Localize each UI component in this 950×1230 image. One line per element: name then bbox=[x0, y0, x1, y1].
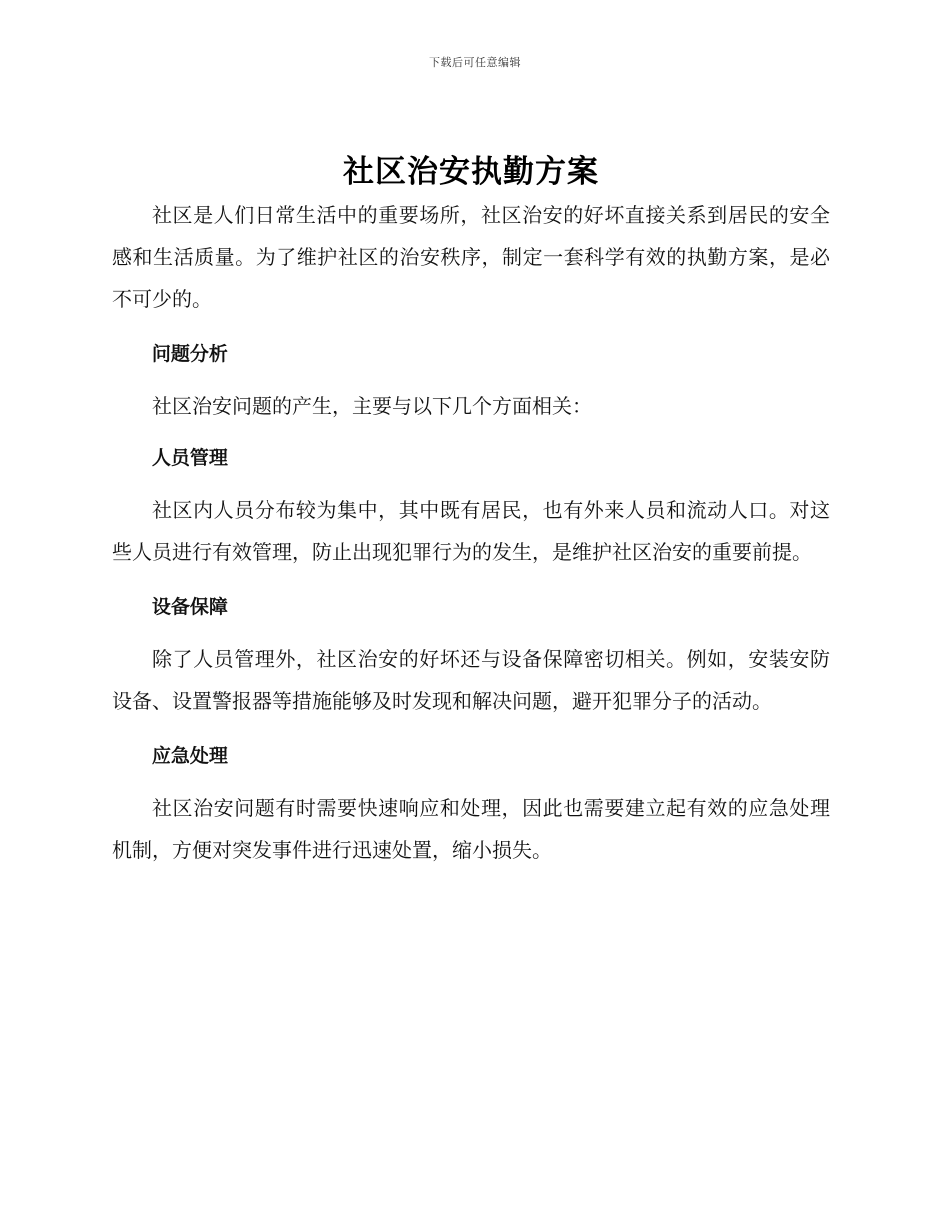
intro-paragraph: 社区是人们日常生活中的重要场所，社区治安的好坏直接关系到居民的安全感和生活质量。为了维护社区的治安秩序，制定一套科学有效的执勤方案，是必不可少的。 bbox=[112, 203, 830, 311]
section-heading-equipment-support: 设备保障 bbox=[151, 596, 228, 618]
section-body-personnel-management: 社区内人员分布较为集中，其中既有居民，也有外来人员和流动人口。对这些人员进行有效管理，防止出现犯罪行为的发生，是维护社区治安的重要前提。 bbox=[112, 498, 830, 564]
section-body-emergency-handling: 社区治安问题有时需要快速响应和处理，因此也需要建立起有效的应急处理机制，方便对突发事件进行迅速处置，缩小损失。 bbox=[112, 796, 830, 862]
document-body bbox=[112, 150, 830, 871]
section-heading-personnel-management: 人员管理 bbox=[151, 447, 228, 469]
section-heading-emergency-handling: 应急处理 bbox=[151, 745, 228, 767]
section-body-problem-analysis: 社区治安问题的产生，主要与以下几个方面相关： bbox=[152, 394, 592, 418]
section-body-equipment-support: 除了人员管理外，社区治安的好坏还与设备保障密切相关。例如，安装安防设备、设置警报器等措施能够及时发现和解决问题，避开犯罪分子的活动。 bbox=[112, 647, 830, 713]
document-title: 社区治安执勤方案 bbox=[343, 154, 599, 190]
section-heading-problem-analysis: 问题分析 bbox=[151, 343, 228, 365]
header-note: 下载后可任意编辑 bbox=[429, 56, 521, 69]
